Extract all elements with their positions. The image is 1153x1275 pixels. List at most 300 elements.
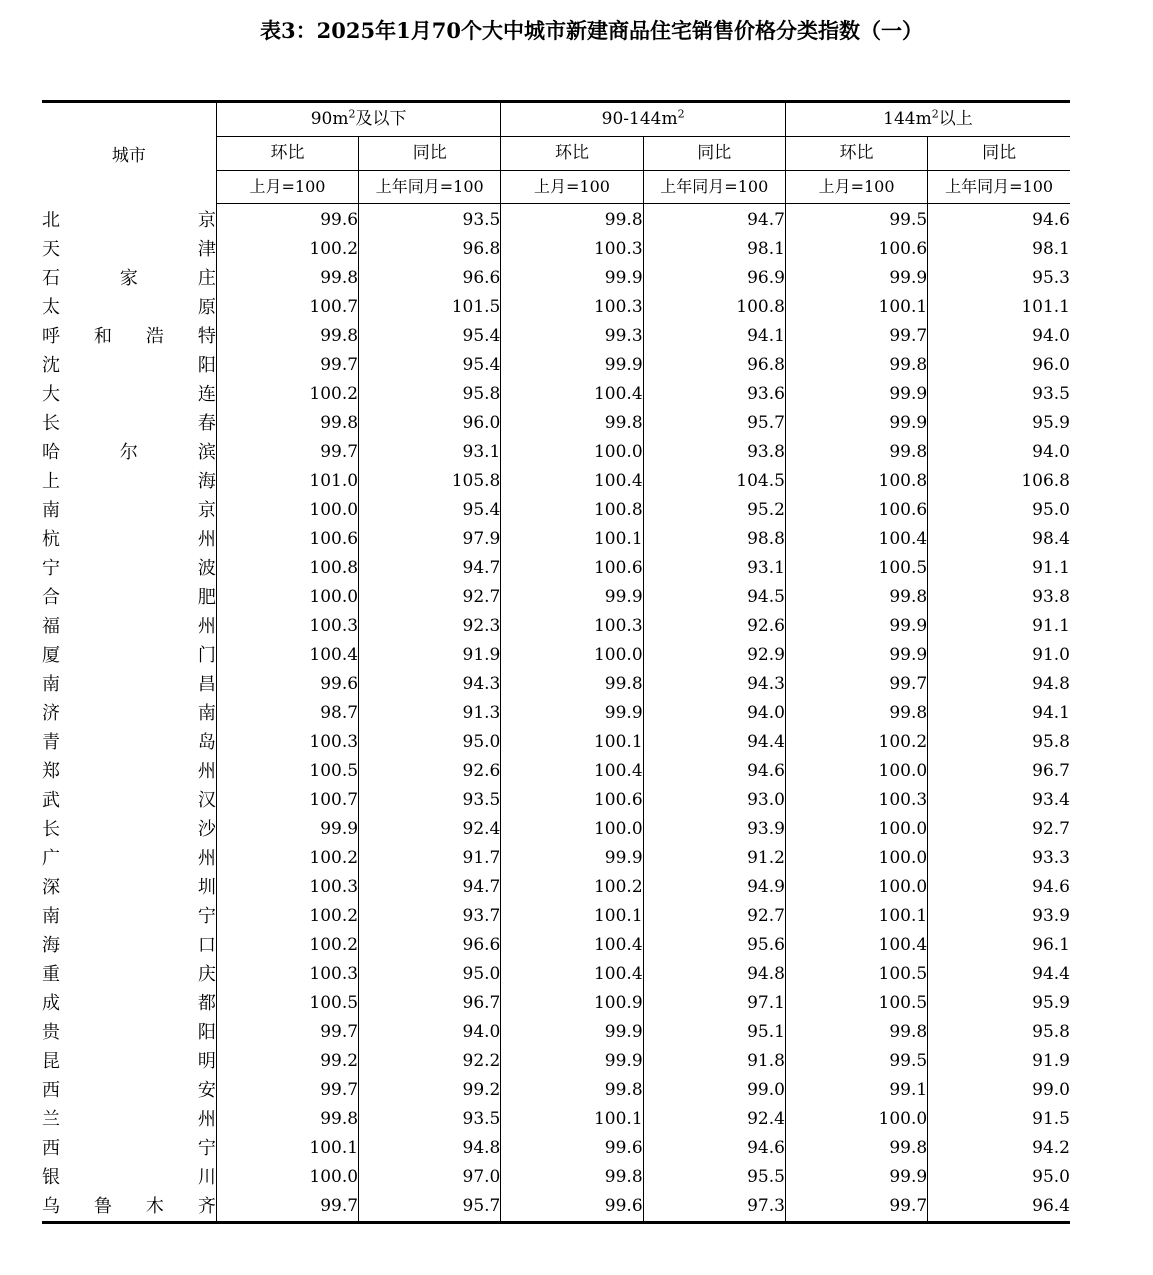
column-header-mom-under90: 环比 xyxy=(216,137,358,171)
group-label-over144-post: 以上 xyxy=(938,109,973,129)
cell-yoy-under90: 95.0 xyxy=(359,728,501,757)
cell-city: 郑州 xyxy=(42,757,216,786)
cell-mom-under90: 100.2 xyxy=(216,380,358,409)
cell-city: 杭州 xyxy=(42,525,216,554)
cell-yoy-over144: 94.0 xyxy=(1032,442,1070,462)
cell-yoy-under90: 92.7 xyxy=(359,583,501,612)
cell-mom-90to144: 100.8 xyxy=(501,496,643,525)
cell-mom-over144: 99.7 xyxy=(785,322,927,351)
cell-city: 深圳 xyxy=(42,873,216,902)
cell-mom-over144: 99.9 xyxy=(785,380,927,409)
cell-mom-over144: 99.5 xyxy=(785,204,927,236)
table-row xyxy=(42,757,1070,786)
cell-mom-over144: 100.0 xyxy=(785,757,927,786)
cell-yoy-over144: 94.0 xyxy=(1032,326,1070,346)
cell-city: 北京 xyxy=(42,204,216,236)
table-row xyxy=(42,1047,1070,1076)
table-row xyxy=(42,293,1070,322)
cell-mom-under90: 99.7 xyxy=(216,438,358,467)
table-row xyxy=(42,351,1070,380)
cell-yoy-under90: 93.1 xyxy=(359,438,501,467)
table-row xyxy=(42,204,1070,236)
cell-city: 厦门 xyxy=(42,641,216,670)
cell-mom-under90: 100.6 xyxy=(216,525,358,554)
cell-yoy-90to144: 96.9 xyxy=(643,264,785,293)
cell-city: 西安 xyxy=(42,1076,216,1105)
cell-mom-90to144: 100.6 xyxy=(501,786,643,815)
cell-city: 青岛 xyxy=(42,728,216,757)
cell-yoy-90to144: 98.8 xyxy=(643,525,785,554)
cell-mom-90to144: 100.4 xyxy=(501,960,643,989)
cell-yoy-90to144: 94.7 xyxy=(643,204,785,236)
cell-mom-90to144: 100.0 xyxy=(501,641,643,670)
cell-mom-under90: 99.7 xyxy=(216,351,358,380)
price-index-table xyxy=(42,100,1070,1224)
column-group-header-over144 xyxy=(785,102,1070,137)
cell-city: 南京 xyxy=(42,496,216,525)
cell-city: 南宁 xyxy=(42,902,216,931)
cell-mom-under90: 99.8 xyxy=(216,322,358,351)
table-row xyxy=(42,554,1070,583)
cell-mom-90to144: 99.8 xyxy=(501,204,643,236)
table-row xyxy=(42,1076,1070,1105)
cell-yoy-over144: 91.9 xyxy=(1032,1051,1070,1071)
cell-yoy-under90: 94.7 xyxy=(359,554,501,583)
table-row xyxy=(42,641,1070,670)
cell-yoy-under90: 105.8 xyxy=(359,467,501,496)
cell-mom-under90: 99.7 xyxy=(216,1192,358,1223)
table-row xyxy=(42,1105,1070,1134)
cell-mom-under90: 100.4 xyxy=(216,641,358,670)
cell-yoy-under90: 95.4 xyxy=(359,351,501,380)
table-row xyxy=(42,728,1070,757)
cell-yoy-under90: 94.7 xyxy=(359,873,501,902)
cell-mom-over144: 100.0 xyxy=(785,815,927,844)
unit-header-mom-90to144: 上月=100 xyxy=(501,171,643,204)
cell-mom-under90: 100.2 xyxy=(216,235,358,264)
header-row-group xyxy=(42,102,1070,137)
cell-mom-over144: 99.9 xyxy=(785,264,927,293)
cell-mom-over144: 100.5 xyxy=(785,960,927,989)
column-header-mom-over144: 环比 xyxy=(785,137,927,171)
cell-mom-under90: 100.0 xyxy=(216,1163,358,1192)
cell-yoy-over144: 96.1 xyxy=(1032,935,1070,955)
cell-mom-90to144: 100.6 xyxy=(501,554,643,583)
cell-mom-under90: 100.5 xyxy=(216,757,358,786)
cell-mom-under90: 100.3 xyxy=(216,873,358,902)
cell-mom-under90: 100.2 xyxy=(216,931,358,960)
cell-mom-under90: 100.3 xyxy=(216,728,358,757)
cell-mom-90to144: 99.8 xyxy=(501,1076,643,1105)
cell-yoy-under90: 93.5 xyxy=(359,786,501,815)
cell-yoy-over144: 94.8 xyxy=(1032,674,1070,694)
table-row xyxy=(42,1192,1070,1223)
cell-yoy-under90: 95.0 xyxy=(359,960,501,989)
cell-yoy-90to144: 93.8 xyxy=(643,438,785,467)
cell-mom-over144: 100.6 xyxy=(785,496,927,525)
cell-mom-90to144: 99.8 xyxy=(501,409,643,438)
cell-city: 兰州 xyxy=(42,1105,216,1134)
cell-yoy-under90: 95.8 xyxy=(359,380,501,409)
cell-city: 宁波 xyxy=(42,554,216,583)
cell-mom-over144: 99.8 xyxy=(785,351,927,380)
table-row xyxy=(42,264,1070,293)
cell-mom-under90: 100.7 xyxy=(216,293,358,322)
cell-yoy-over144: 95.9 xyxy=(1032,413,1070,433)
cell-mom-over144: 99.8 xyxy=(785,699,927,728)
cell-yoy-over144: 93.8 xyxy=(1032,587,1070,607)
cell-city: 乌鲁木齐 xyxy=(42,1192,216,1223)
cell-city: 天津 xyxy=(42,235,216,264)
cell-mom-over144: 99.9 xyxy=(785,1163,927,1192)
cell-mom-90to144: 100.1 xyxy=(501,1105,643,1134)
cell-mom-90to144: 99.6 xyxy=(501,1192,643,1223)
table-row xyxy=(42,873,1070,902)
cell-yoy-90to144: 93.0 xyxy=(643,786,785,815)
unit-header-yoy-over144: 上年同月=100 xyxy=(928,171,1070,204)
cell-yoy-90to144: 98.1 xyxy=(643,235,785,264)
cell-city: 西宁 xyxy=(42,1134,216,1163)
cell-yoy-under90: 101.5 xyxy=(359,293,501,322)
cell-yoy-under90: 91.7 xyxy=(359,844,501,873)
cell-mom-90to144: 99.9 xyxy=(501,844,643,873)
cell-mom-under90: 100.0 xyxy=(216,583,358,612)
cell-mom-over144: 100.5 xyxy=(785,989,927,1018)
cell-mom-over144: 100.0 xyxy=(785,873,927,902)
column-header-mom-90to144: 环比 xyxy=(501,137,643,171)
cell-mom-90to144: 100.1 xyxy=(501,525,643,554)
cell-mom-under90: 99.7 xyxy=(216,1076,358,1105)
cell-yoy-90to144: 94.5 xyxy=(643,583,785,612)
cell-mom-90to144: 100.3 xyxy=(501,293,643,322)
table-row xyxy=(42,786,1070,815)
cell-yoy-under90: 93.5 xyxy=(359,204,501,236)
cell-yoy-over144: 91.5 xyxy=(1032,1109,1070,1129)
cell-mom-90to144: 99.8 xyxy=(501,1163,643,1192)
cell-yoy-over144: 95.3 xyxy=(1032,268,1070,288)
group-label-under90-sup: 2 xyxy=(348,107,356,121)
cell-yoy-under90: 95.4 xyxy=(359,496,501,525)
cell-yoy-under90: 99.2 xyxy=(359,1076,501,1105)
cell-mom-90to144: 100.1 xyxy=(501,902,643,931)
table-row xyxy=(42,380,1070,409)
cell-yoy-90to144: 95.1 xyxy=(643,1018,785,1047)
cell-mom-over144: 99.8 xyxy=(785,583,927,612)
cell-yoy-90to144: 95.6 xyxy=(643,931,785,960)
cell-yoy-90to144: 94.3 xyxy=(643,670,785,699)
cell-mom-under90: 98.7 xyxy=(216,699,358,728)
cell-yoy-90to144: 99.0 xyxy=(643,1076,785,1105)
cell-mom-over144: 99.7 xyxy=(785,670,927,699)
cell-yoy-90to144: 94.6 xyxy=(643,757,785,786)
cell-city: 长春 xyxy=(42,409,216,438)
cell-yoy-under90: 91.3 xyxy=(359,699,501,728)
cell-yoy-over144: 94.6 xyxy=(1032,877,1070,897)
cell-yoy-over144: 92.7 xyxy=(1032,819,1070,839)
cell-mom-over144: 100.3 xyxy=(785,786,927,815)
cell-yoy-under90: 94.0 xyxy=(359,1018,501,1047)
table-row xyxy=(42,525,1070,554)
cell-city: 济南 xyxy=(42,699,216,728)
cell-city: 哈尔滨 xyxy=(42,438,216,467)
cell-mom-90to144: 100.0 xyxy=(501,815,643,844)
cell-mom-over144: 100.2 xyxy=(785,728,927,757)
cell-yoy-under90: 95.4 xyxy=(359,322,501,351)
cell-yoy-under90: 96.7 xyxy=(359,989,501,1018)
cell-mom-over144: 99.8 xyxy=(785,438,927,467)
cell-yoy-over144: 106.8 xyxy=(1021,471,1070,491)
cell-city: 南昌 xyxy=(42,670,216,699)
table-row xyxy=(42,902,1070,931)
cell-mom-over144: 100.0 xyxy=(785,1105,927,1134)
cell-mom-under90: 100.5 xyxy=(216,989,358,1018)
column-header-yoy-under90: 同比 xyxy=(359,137,501,171)
table-row xyxy=(42,496,1070,525)
cell-yoy-90to144: 94.0 xyxy=(643,699,785,728)
cell-mom-under90: 99.9 xyxy=(216,815,358,844)
cell-yoy-over144: 94.6 xyxy=(1032,210,1070,230)
cell-yoy-90to144: 92.7 xyxy=(643,902,785,931)
cell-mom-under90: 99.8 xyxy=(216,1105,358,1134)
cell-yoy-90to144: 93.1 xyxy=(643,554,785,583)
cell-yoy-over144: 93.4 xyxy=(1032,790,1070,810)
cell-yoy-under90: 95.7 xyxy=(359,1192,501,1223)
cell-yoy-over144: 91.1 xyxy=(1032,616,1070,636)
cell-yoy-90to144: 97.1 xyxy=(643,989,785,1018)
cell-yoy-over144: 95.8 xyxy=(1032,732,1070,752)
cell-city: 大连 xyxy=(42,380,216,409)
unit-header-mom-under90: 上月=100 xyxy=(216,171,358,204)
table-header xyxy=(42,102,1070,204)
cell-yoy-over144: 95.9 xyxy=(1032,993,1070,1013)
cell-mom-90to144: 99.9 xyxy=(501,351,643,380)
cell-yoy-under90: 94.3 xyxy=(359,670,501,699)
cell-yoy-over144: 94.1 xyxy=(1032,703,1070,723)
cell-mom-90to144: 99.8 xyxy=(501,670,643,699)
cell-mom-over144: 100.0 xyxy=(785,844,927,873)
cell-yoy-under90: 92.2 xyxy=(359,1047,501,1076)
cell-yoy-90to144: 100.8 xyxy=(643,293,785,322)
column-group-header-under90 xyxy=(216,102,501,137)
cell-mom-under90: 100.3 xyxy=(216,960,358,989)
table-row xyxy=(42,438,1070,467)
cell-yoy-over144: 99.0 xyxy=(1032,1080,1070,1100)
table-row xyxy=(42,960,1070,989)
cell-city: 长沙 xyxy=(42,815,216,844)
cell-city: 贵阳 xyxy=(42,1018,216,1047)
cell-yoy-90to144: 92.9 xyxy=(643,641,785,670)
cell-mom-over144: 99.9 xyxy=(785,409,927,438)
cell-mom-over144: 99.1 xyxy=(785,1076,927,1105)
cell-yoy-over144: 91.1 xyxy=(1032,558,1070,578)
cell-yoy-under90: 92.3 xyxy=(359,612,501,641)
cell-yoy-over144: 91.0 xyxy=(1032,645,1070,665)
table-row xyxy=(42,1134,1070,1163)
cell-mom-90to144: 100.3 xyxy=(501,235,643,264)
cell-mom-under90: 99.8 xyxy=(216,409,358,438)
cell-yoy-under90: 96.0 xyxy=(359,409,501,438)
cell-yoy-under90: 93.7 xyxy=(359,902,501,931)
cell-mom-over144: 100.4 xyxy=(785,525,927,554)
cell-yoy-under90: 91.9 xyxy=(359,641,501,670)
table-row xyxy=(42,670,1070,699)
cell-yoy-90to144: 95.5 xyxy=(643,1163,785,1192)
cell-yoy-90to144: 91.2 xyxy=(643,844,785,873)
cell-mom-90to144: 99.6 xyxy=(501,1134,643,1163)
table-row xyxy=(42,989,1070,1018)
cell-city: 合肥 xyxy=(42,583,216,612)
cell-yoy-under90: 94.8 xyxy=(359,1134,501,1163)
cell-mom-under90: 99.6 xyxy=(216,670,358,699)
unit-header-yoy-under90: 上年同月=100 xyxy=(359,171,501,204)
cell-mom-under90: 99.8 xyxy=(216,264,358,293)
cell-yoy-90to144: 96.8 xyxy=(643,351,785,380)
cell-yoy-90to144: 94.6 xyxy=(643,1134,785,1163)
column-header-city: 城市 xyxy=(42,102,216,204)
cell-city: 昆明 xyxy=(42,1047,216,1076)
cell-mom-90to144: 100.3 xyxy=(501,612,643,641)
cell-mom-90to144: 99.9 xyxy=(501,699,643,728)
price-index-table-container xyxy=(42,100,1070,1224)
cell-yoy-90to144: 104.5 xyxy=(643,467,785,496)
cell-yoy-under90: 92.4 xyxy=(359,815,501,844)
cell-yoy-over144: 93.9 xyxy=(1032,906,1070,926)
cell-mom-under90: 99.6 xyxy=(216,204,358,236)
cell-yoy-under90: 96.8 xyxy=(359,235,501,264)
cell-mom-over144: 99.7 xyxy=(785,1192,927,1223)
cell-yoy-over144: 95.0 xyxy=(1032,1167,1070,1187)
cell-mom-90to144: 100.1 xyxy=(501,728,643,757)
table-row xyxy=(42,583,1070,612)
cell-mom-under90: 101.0 xyxy=(216,467,358,496)
cell-mom-under90: 100.8 xyxy=(216,554,358,583)
unit-header-mom-over144: 上月=100 xyxy=(785,171,927,204)
group-label-under90-pre: 90m xyxy=(310,109,349,129)
cell-mom-90to144: 100.4 xyxy=(501,467,643,496)
cell-mom-over144: 99.8 xyxy=(785,1134,927,1163)
cell-yoy-over144: 95.0 xyxy=(1032,500,1070,520)
table-row xyxy=(42,815,1070,844)
cell-mom-90to144: 100.9 xyxy=(501,989,643,1018)
cell-mom-over144: 100.5 xyxy=(785,554,927,583)
cell-mom-90to144: 99.9 xyxy=(501,583,643,612)
cell-mom-under90: 99.7 xyxy=(216,1018,358,1047)
cell-mom-over144: 100.1 xyxy=(785,902,927,931)
cell-yoy-under90: 97.0 xyxy=(359,1163,501,1192)
cell-yoy-90to144: 95.2 xyxy=(643,496,785,525)
cell-mom-90to144: 100.2 xyxy=(501,873,643,902)
cell-yoy-90to144: 93.9 xyxy=(643,815,785,844)
cell-mom-under90: 100.7 xyxy=(216,786,358,815)
table-row xyxy=(42,322,1070,351)
cell-mom-over144: 99.5 xyxy=(785,1047,927,1076)
cell-mom-under90: 100.2 xyxy=(216,844,358,873)
cell-yoy-under90: 93.5 xyxy=(359,1105,501,1134)
cell-city: 银川 xyxy=(42,1163,216,1192)
cell-yoy-under90: 92.6 xyxy=(359,757,501,786)
table-body xyxy=(42,204,1070,1223)
cell-yoy-over144: 95.8 xyxy=(1032,1022,1070,1042)
cell-yoy-under90: 96.6 xyxy=(359,931,501,960)
group-label-90to144-sup: 2 xyxy=(677,107,685,121)
column-header-yoy-90to144: 同比 xyxy=(643,137,785,171)
cell-mom-90to144: 100.4 xyxy=(501,380,643,409)
cell-city: 重庆 xyxy=(42,960,216,989)
table-row xyxy=(42,931,1070,960)
cell-yoy-under90: 97.9 xyxy=(359,525,501,554)
cell-yoy-90to144: 94.4 xyxy=(643,728,785,757)
group-label-under90-post: 及以下 xyxy=(355,109,407,129)
cell-mom-90to144: 99.3 xyxy=(501,322,643,351)
group-label-over144-sup: 2 xyxy=(931,107,939,121)
cell-yoy-90to144: 92.4 xyxy=(643,1105,785,1134)
cell-city: 沈阳 xyxy=(42,351,216,380)
cell-yoy-90to144: 94.9 xyxy=(643,873,785,902)
cell-mom-90to144: 100.0 xyxy=(501,438,643,467)
cell-yoy-90to144: 91.8 xyxy=(643,1047,785,1076)
table-row xyxy=(42,1018,1070,1047)
cell-mom-under90: 99.2 xyxy=(216,1047,358,1076)
cell-mom-90to144: 100.4 xyxy=(501,757,643,786)
cell-mom-over144: 100.1 xyxy=(785,293,927,322)
cell-yoy-over144: 98.1 xyxy=(1032,239,1070,259)
table-row xyxy=(42,612,1070,641)
cell-yoy-90to144: 92.6 xyxy=(643,612,785,641)
cell-city: 海口 xyxy=(42,931,216,960)
cell-city: 石家庄 xyxy=(42,264,216,293)
cell-yoy-over144: 94.4 xyxy=(1032,964,1070,984)
cell-yoy-over144: 94.2 xyxy=(1032,1138,1070,1158)
table-row xyxy=(42,1163,1070,1192)
cell-yoy-over144: 96.7 xyxy=(1032,761,1070,781)
cell-mom-under90: 100.2 xyxy=(216,902,358,931)
cell-yoy-90to144: 97.3 xyxy=(643,1192,785,1223)
cell-yoy-90to144: 95.7 xyxy=(643,409,785,438)
cell-city: 上海 xyxy=(42,467,216,496)
cell-yoy-over144: 96.0 xyxy=(1032,355,1070,375)
group-label-90to144-pre: 90-144m xyxy=(601,109,678,129)
cell-city: 广州 xyxy=(42,844,216,873)
cell-mom-under90: 100.3 xyxy=(216,612,358,641)
cell-mom-over144: 100.8 xyxy=(785,467,927,496)
column-group-header-90to144 xyxy=(501,102,786,137)
cell-mom-over144: 99.9 xyxy=(785,641,927,670)
cell-yoy-90to144: 93.6 xyxy=(643,380,785,409)
cell-yoy-over144: 93.3 xyxy=(1032,848,1070,868)
cell-yoy-90to144: 94.8 xyxy=(643,960,785,989)
column-header-yoy-over144: 同比 xyxy=(928,137,1070,171)
cell-mom-over144: 100.6 xyxy=(785,235,927,264)
cell-mom-under90: 100.0 xyxy=(216,496,358,525)
cell-mom-over144: 99.9 xyxy=(785,612,927,641)
cell-city: 太原 xyxy=(42,293,216,322)
table-row xyxy=(42,409,1070,438)
cell-city: 呼和浩特 xyxy=(42,322,216,351)
cell-yoy-over144: 93.5 xyxy=(1032,384,1070,404)
cell-yoy-over144: 101.1 xyxy=(1021,297,1070,317)
cell-city: 武汉 xyxy=(42,786,216,815)
page-title: 表3：2025年1月70个大中城市新建商品住宅销售价格分类指数（一） xyxy=(260,18,923,43)
cell-yoy-over144: 98.4 xyxy=(1032,529,1070,549)
table-row xyxy=(42,235,1070,264)
cell-city: 成都 xyxy=(42,989,216,1018)
cell-mom-90to144: 100.4 xyxy=(501,931,643,960)
table-row xyxy=(42,467,1070,496)
cell-mom-over144: 100.4 xyxy=(785,931,927,960)
cell-mom-90to144: 99.9 xyxy=(501,264,643,293)
unit-header-yoy-90to144: 上年同月=100 xyxy=(643,171,785,204)
group-label-over144-pre: 144m xyxy=(883,109,932,129)
